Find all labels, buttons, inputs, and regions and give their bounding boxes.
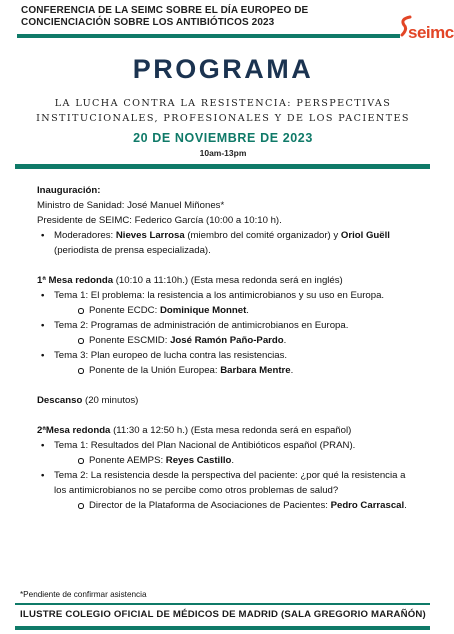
mesa1-ponente2-prefix: Ponente ESCMID: [89, 335, 171, 346]
logo-text: seimc [408, 23, 454, 42]
section-divider [15, 164, 430, 169]
moderator-1-desc: (miembro del comité organizador) y [184, 230, 339, 241]
header-divider [17, 34, 400, 38]
event-hours: 10am-13pm [199, 148, 247, 158]
period: . [231, 455, 235, 466]
mesa1-ponente3 [77, 363, 417, 378]
mesa1-ponente2 [77, 333, 417, 348]
inauguracion-heading: Inauguración: [37, 185, 101, 196]
mesa1-heading: 1ª Mesa redonda [37, 275, 114, 286]
mesa2-ponente2-name: Pedro Carrascal [330, 500, 405, 511]
mesa2-time: (11:30 a 12:50 h.) (Esta mesa redonda será en español) [110, 425, 352, 436]
mesa1-tema3 [37, 348, 417, 378]
event-date: 20 DE NOVIEMBRE DE 2023 [133, 131, 313, 145]
mesa2-tema1-text: Tema 1: Resultados del Plan Nacional de Antibióticos español (PRAN). [54, 440, 356, 451]
descanso [37, 393, 417, 408]
period: . [246, 305, 249, 316]
descanso-time: (20 minutos) [82, 395, 139, 406]
mesa2-ponente1-name: Reyes Castillo [165, 455, 232, 466]
descanso-label: Descanso [37, 395, 83, 406]
venue-footer: ILUSTRE COLEGIO OFICIAL DE MÉDICOS DE MADRID (SALA GREGORIO MARAÑÓN) [20, 609, 426, 620]
mesa2-list [37, 438, 417, 513]
period: . [404, 500, 407, 511]
moderators-prefix: Moderadores: [54, 230, 116, 241]
mesa2-tema2 [37, 468, 417, 513]
mesa1-tema2 [37, 318, 417, 348]
moderator-2-desc: (periodista de prensa especializada). [54, 245, 211, 256]
moderators-item [37, 228, 417, 258]
conference-title-line1: CONFERENCIA DE LA SEIMC SOBRE EL DÍA EUROPEO DE [21, 5, 309, 16]
subtitle-line1: LA LUCHA CONTRA LA RESISTENCIA: PERSPECTIVAS [54, 98, 392, 109]
mesa1-tema1 [37, 288, 417, 318]
program-body [37, 183, 417, 513]
mesa2-header [37, 423, 417, 438]
mesa1-list [37, 288, 417, 378]
mesa1-tema2-text: Tema 2: Programas de administración de antimicrobianos en Europa. [54, 320, 349, 331]
period: . [290, 365, 294, 376]
subtitle-line2: INSTITUCIONALES, PROFESIONALES Y DE LOS PACIENTES [36, 113, 410, 124]
mesa1-header [37, 273, 417, 288]
mesa1-ponente1 [77, 303, 417, 318]
page-title: PROGRAMA [132, 54, 314, 84]
mesa2-tema1 [37, 438, 417, 468]
mesa2-ponente2 [77, 498, 417, 513]
period: . [283, 335, 287, 346]
moderator-1-name: Nieves Larrosa [115, 230, 185, 241]
mesa2-ponente1 [77, 453, 417, 468]
conference-title-line2: CONCIENCIACIÓN SOBRE LOS ANTIBIÓTICOS 2023 [21, 17, 275, 28]
footnote: *Pendiente de confirmar asistencia [20, 590, 147, 599]
mesa1-tema3-text: Tema 3: Plan europeo de lucha contra las resistencias. [54, 350, 288, 361]
mesa1-ponente1-name: Dominique Monnet [159, 305, 247, 316]
mesa1-ponente2-name: José Ramón Paño-Pardo [170, 335, 284, 346]
mesa2-ponente1-prefix: Ponente AEMPS: [89, 455, 166, 466]
mesa2-tema2-text: Tema 2: La resistencia desde la perspectiva del paciente: ¿por qué la resistencia a los antimicrobianos no se percibe como otros problemas de salud? [54, 470, 406, 496]
conference-title [21, 5, 381, 29]
mesa1-tema1-text: Tema 1: El problema: la resistencia a los antimicrobianos y su uso en Europa. [54, 290, 385, 301]
header [0, 0, 454, 44]
mesa1-ponente1-prefix: Ponente ECDC: [89, 305, 160, 316]
moderator-2-name: Oriol Guëll [340, 230, 390, 241]
inauguracion-president: Presidente de SEIMC: Federico García (10:00 a 10:10 h). [37, 215, 282, 226]
subtitle [30, 96, 416, 126]
moderators-list [37, 228, 417, 258]
mesa1-ponente3-prefix: Ponente de la Unión Europea: [89, 365, 221, 376]
mesa1-ponente3-name: Barbara Mentre [220, 365, 291, 376]
footer-divider [15, 603, 430, 605]
mesa1-time: (10:10 a 11:10h.) (Esta mesa redonda será en inglés) [113, 275, 343, 286]
mesa2-heading: 2ªMesa redonda [37, 425, 111, 436]
bottom-bar [15, 626, 430, 630]
mesa2-ponente2-prefix: Director de la Plataforma de Asociaciones de Pacientes: [89, 500, 331, 511]
inauguracion-minister: Ministro de Sanidad: José Manuel Miñones* [37, 200, 225, 211]
seimc-logo [396, 13, 454, 42]
